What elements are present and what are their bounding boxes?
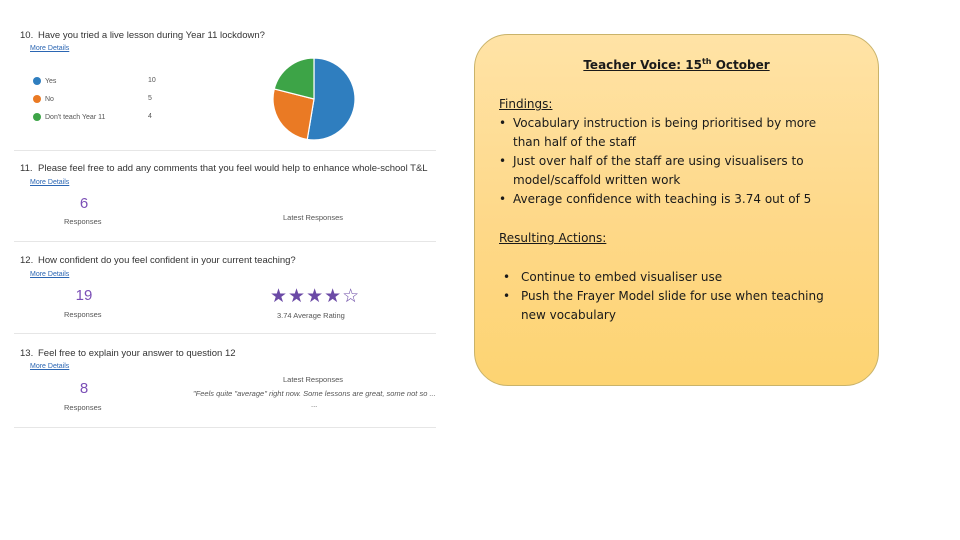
actions-heading: Resulting Actions: [499,231,607,245]
q12-title: 12. How confident do you feel confident in your current teaching? [20,255,296,266]
q13-latest-responses-link[interactable]: Latest Responses [283,375,344,384]
q13-latest-quote: "Feels quite "average" right now. Some lessons are great, some not so ... [193,389,436,398]
q13-more-details-link[interactable]: More Details [30,363,70,370]
legend-item-yes: Yes [33,77,56,85]
divider [14,241,436,242]
legend-item-dont-teach: Don't teach Year 11 [33,113,105,121]
q12-more-details-link[interactable]: More Details [30,271,70,278]
divider [14,427,436,428]
divider [14,150,436,151]
q13-responses-label: Responses [64,403,102,412]
legend-item-no: No [33,95,54,103]
q12-average-rating: 3.74 Average Rating [277,311,345,320]
divider [14,333,436,334]
pie-chart [272,57,356,141]
teacher-voice-panel [474,34,879,386]
q11-latest-responses-link[interactable]: Latest Responses [283,213,344,222]
q10-title: 10. Have you tried a live lesson during Year 11 lockdown? [20,30,265,41]
q11-more-details-link[interactable]: More Details [30,179,70,186]
legend-dot-icon [33,113,41,121]
legend-dot-icon [33,77,41,85]
q11-responses-count: 6 [79,195,89,212]
panel-title: Teacher Voice: 15th October [583,57,770,72]
q10-more-details-link[interactable]: More Details [30,45,70,52]
finding-item: • Just over half of the staff are using visualisers to model/scaffold written work [499,154,804,187]
legend-count-dont-teach: 4 [148,113,152,120]
legend-count-no: 5 [148,95,152,102]
legend-count-yes: 10 [148,77,156,84]
finding-item: • Average confidence with teaching is 3.74 out of 5 [499,192,812,206]
q13-responses-count: 8 [79,380,89,397]
q11-title: 11. Please feel free to add any comments that you feel would help to enhance whole-school T&L [20,163,428,174]
action-item: • Continue to embed visualiser use [503,270,723,284]
star-rating-icon: ★★★★☆ [270,285,361,307]
finding-item: • Vocabulary instruction is being prioritised by more than half of the staff [499,116,817,149]
q12-responses-label: Responses [64,310,102,319]
q13-latest-more: ... [311,400,318,409]
legend-dot-icon [33,95,41,103]
q11-responses-label: Responses [64,217,102,226]
findings-heading: Findings: [499,97,553,111]
action-item: • Push the Frayer Model slide for use when teaching new vocabulary [503,289,824,322]
q13-title: 13. Feel free to explain your answer to question 12 [20,348,236,359]
q12-responses-count: 19 [75,287,93,304]
